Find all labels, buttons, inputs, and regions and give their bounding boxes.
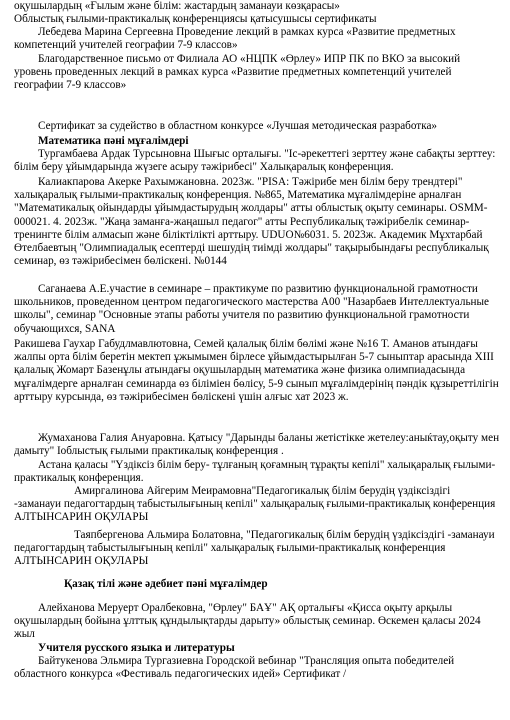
section-heading-russian-language: Учителя русского языка и литературы	[38, 642, 235, 654]
paragraph-lebedeva-lectures: Лебедева Марина Сергеевна Проведение лекций в рамках курса «Развитие предметных компетенций учителей географии 7-9 классов»	[14, 26, 456, 52]
paragraph-zhumakhanova: Жумаханова Галия Ануаровна. Қатысу "Дарынды баланы жетістікке жетелеу:аныќтау,оқыту мен дамыту" Іоблыстық ғылыми практикалық конференция .	[14, 432, 500, 458]
paragraph-aleikhanova: Алейханова Меруерт Оралбековна, "Өрлеу" БАҰ" АҚ орталығы «Қисса оқыту арқылы оқушылардың бойына ұлттық құндылықтарды дарыту» облыстық семинар. Өскемен қаласы 2024 жыл	[14, 602, 481, 641]
paragraph-kaliakparova: Калиакпарова Акерке Рахымжановна. 2023ж. "PISA: Тәжірибе мен білім беру трендтері" халықаралық ғылыми-практикалық конференция. №865, Математика мұғалімдеріне арналған "Математикалық ойындарды ұйымдастырудың жолдары" атты облыстық оқыту семинары. OSMM-000021. 4. 2023ж. "Жаңа заманға-жаңашыл педагог" атты Республикалық тәжірибелік семинар-тренингте білім алмасып және біліктілікті арттыру. UDUO№6031. 5. 2023ж. Академик Мұхтарбай Өтелбаевтың "Олимпиадалық есептерді шешудің тиімді жолдары" тақырыбындағы республикалық семинар, өз тәжірибесімен бөліскені. №0144	[14, 176, 489, 268]
paragraph-turgambaeva: Тургамбаева Ардак Турсыновна Шығыс орталығы. "Іс-әрекеттегі зерттеу және сабақты зерттеу: білім беру ұйымдарында жүзеге асыру тәжірибесі" Халықаралық конференция.	[14, 148, 496, 174]
section-heading-mathematics: Математика пәні мұғалімдері	[38, 135, 189, 147]
paragraph-tayapbergenova: Таяпбергенова Альмира Болатовна, "Педагогикалық білім берудің үздіксіздігі -заманауи педагогтардың табыстылығының кепілі" халықаралық ғылыми-практикалық конференция АЛТЫНСАРИН ОҚУЛАРЫ	[14, 529, 495, 568]
paragraph-astana-conference: Астана қаласы "Үздіксіз білім беру- тұлғаның қоғамның тұрақты кепілі" халықаралық ғылыми-практикалық конференция.	[14, 459, 496, 485]
paragraph-gratitude-letter: Благодарственное письмо от Филиала АО «НЦПК «Өрлеу» ИПР ПК по ВКО за высокий уровень проведенных лекций в рамках курса «Развитие предметных компетенций учителей географии 7-9 классов»	[14, 53, 461, 92]
paragraph-rakisheva: Ракишева Гаухар Габудлмавлютовна, Семей қалалық білім бөлімі және №16 Т. Аманов атындағы жалпы орта білім беретін мектеп ұжымымен бірлесе ұйымдастырылған 5-7 сыныптар арасында ХІІІ қалалық Жомарт Базенұлы атындағы оқушылардың математика және физика олимпиадасында мұғалімдерге арналған семинарда өз біліміен бөлісу, 5-9 сынып мұғалімдерінің пәндік құзыреттілігін арттыру курсында, өз тәжірибесімен бөліскені үшін алғыс хат 2023 ж.	[14, 338, 499, 403]
paragraph-amirgalinova: Амиргалинова Айгерим Меирамовна"Педагогикалық білім берудің үздіксіздігі -заманауи педагогтардың табыстылығының кепілі" халықаралық ғылыми-практикалық конференция АЛТЫНСАРИН ОҚУЛАРЫ	[14, 485, 496, 524]
section-heading-kazakh-language: Қазақ тілі және әдебиет пәні мұғалімдер	[64, 578, 268, 590]
paragraph-conference-certificate: Облыстық ғылыми-практикалық конференциясы қатысушысы сертификаты	[14, 13, 377, 25]
paragraph-saganaeva: Саганаева А.Е.участие в семинаре – практикуме по развитию функциональной грамотности школьников, проведенном центром педагогического мастерства А00 "Назарбаев Интеллектуальные школы", семинар "Основные этапы работы учителя по развитию функциональной грамотности обучающихся, SANA	[14, 283, 490, 335]
paragraph-judging-certificate: Сертификат за судейство в областном конкурсе «Лучшая методическая разработка»	[38, 120, 438, 132]
paragraph-baitukenova: Байтукенова Эльмира Тургазиевна Городской вебинар "Трансляция опыта победителей областного конкурса «Фестиваль педагогических идей» Сертификат /	[14, 655, 455, 681]
paragraph-students-conference: оқушылардың «Ғылым және білім: жастардың заманауи көзқарасы»	[14, 0, 340, 12]
